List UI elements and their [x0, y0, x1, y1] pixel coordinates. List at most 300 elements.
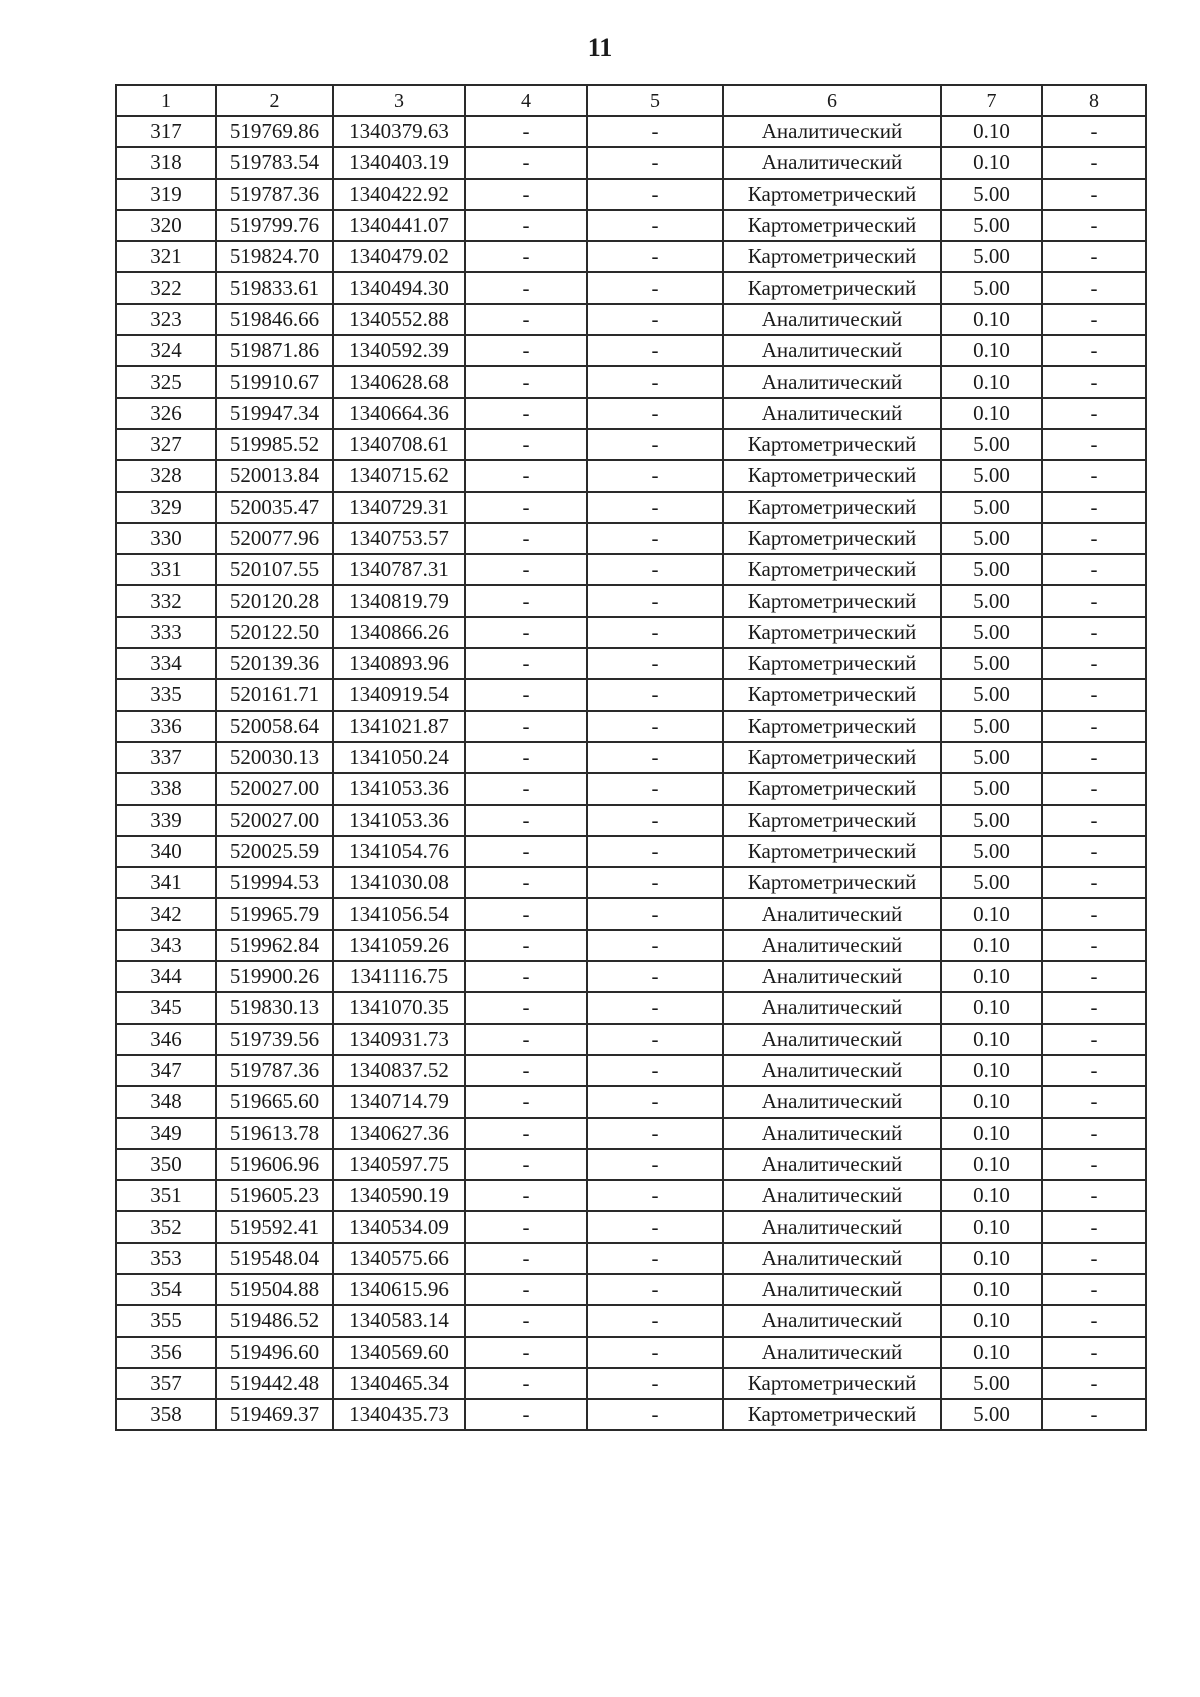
column-5-value-cell: -	[587, 836, 723, 867]
column-5-value-cell: -	[587, 805, 723, 836]
table-row	[116, 711, 1146, 742]
method-cell: Картометрический	[723, 836, 941, 867]
table-row	[116, 585, 1146, 616]
y-coordinate-cell: 1340893.96	[333, 648, 465, 679]
column-4-value-cell: -	[465, 711, 587, 742]
y-coordinate-cell: 1340931.73	[333, 1024, 465, 1055]
column-header: 3	[333, 85, 465, 116]
column-5-value-cell: -	[587, 930, 723, 961]
point-number-cell: 323	[116, 304, 216, 335]
column-5-value-cell: -	[587, 867, 723, 898]
x-coordinate-cell: 519846.66	[216, 304, 333, 335]
table-row	[116, 1118, 1146, 1149]
method-cell: Картометрический	[723, 617, 941, 648]
accuracy-cell: 5.00	[941, 773, 1042, 804]
method-cell: Аналитический	[723, 1337, 941, 1368]
point-number-cell: 334	[116, 648, 216, 679]
column-5-value-cell: -	[587, 898, 723, 929]
column-4-value-cell: -	[465, 898, 587, 929]
table-row	[116, 961, 1146, 992]
method-cell: Аналитический	[723, 1118, 941, 1149]
column-4-value-cell: -	[465, 617, 587, 648]
accuracy-cell: 5.00	[941, 241, 1042, 272]
page-number: 11	[587, 33, 613, 62]
column-4-value-cell: -	[465, 1055, 587, 1086]
table-row	[116, 304, 1146, 335]
column-header: 2	[216, 85, 333, 116]
column-4-value-cell: -	[465, 429, 587, 460]
table-row	[116, 554, 1146, 585]
column-8-value-cell: -	[1042, 992, 1146, 1023]
method-cell: Картометрический	[723, 429, 941, 460]
x-coordinate-cell: 519830.13	[216, 992, 333, 1023]
y-coordinate-cell: 1340494.30	[333, 272, 465, 303]
table-row	[116, 742, 1146, 773]
method-cell: Картометрический	[723, 523, 941, 554]
x-coordinate-cell: 519871.86	[216, 335, 333, 366]
column-4-value-cell: -	[465, 460, 587, 491]
column-4-value-cell: -	[465, 805, 587, 836]
point-number-cell: 317	[116, 116, 216, 147]
column-8-value-cell: -	[1042, 554, 1146, 585]
column-8-value-cell: -	[1042, 711, 1146, 742]
accuracy-cell: 0.10	[941, 304, 1042, 335]
y-coordinate-cell: 1340479.02	[333, 241, 465, 272]
column-4-value-cell: -	[465, 1274, 587, 1305]
column-4-value-cell: -	[465, 1024, 587, 1055]
column-5-value-cell: -	[587, 648, 723, 679]
accuracy-cell: 0.10	[941, 1243, 1042, 1274]
column-4-value-cell: -	[465, 1337, 587, 1368]
accuracy-cell: 0.10	[941, 930, 1042, 961]
table-row	[116, 241, 1146, 272]
column-8-value-cell: -	[1042, 523, 1146, 554]
x-coordinate-cell: 519787.36	[216, 179, 333, 210]
column-8-value-cell: -	[1042, 648, 1146, 679]
x-coordinate-cell: 519769.86	[216, 116, 333, 147]
y-coordinate-cell: 1341021.87	[333, 711, 465, 742]
table-header-row	[116, 85, 1146, 116]
y-coordinate-cell: 1340534.09	[333, 1211, 465, 1242]
point-number-cell: 319	[116, 179, 216, 210]
column-5-value-cell: -	[587, 1211, 723, 1242]
column-4-value-cell: -	[465, 398, 587, 429]
point-number-cell: 357	[116, 1368, 216, 1399]
column-4-value-cell: -	[465, 335, 587, 366]
column-8-value-cell: -	[1042, 398, 1146, 429]
accuracy-cell: 0.10	[941, 116, 1042, 147]
table-row	[116, 805, 1146, 836]
accuracy-cell: 5.00	[941, 523, 1042, 554]
table-row	[116, 429, 1146, 460]
table-row	[116, 617, 1146, 648]
point-number-cell: 329	[116, 492, 216, 523]
y-coordinate-cell: 1340379.63	[333, 116, 465, 147]
point-number-cell: 338	[116, 773, 216, 804]
accuracy-cell: 0.10	[941, 1305, 1042, 1336]
y-coordinate-cell: 1340628.68	[333, 366, 465, 397]
method-cell: Картометрический	[723, 492, 941, 523]
x-coordinate-cell: 519783.54	[216, 147, 333, 178]
method-cell: Аналитический	[723, 930, 941, 961]
accuracy-cell: 5.00	[941, 210, 1042, 241]
column-5-value-cell: -	[587, 1024, 723, 1055]
column-8-value-cell: -	[1042, 272, 1146, 303]
column-5-value-cell: -	[587, 1180, 723, 1211]
method-cell: Картометрический	[723, 1399, 941, 1430]
table-row	[116, 679, 1146, 710]
column-4-value-cell: -	[465, 492, 587, 523]
point-number-cell: 355	[116, 1305, 216, 1336]
point-number-cell: 337	[116, 742, 216, 773]
x-coordinate-cell: 519799.76	[216, 210, 333, 241]
column-4-value-cell: -	[465, 1086, 587, 1117]
column-4-value-cell: -	[465, 523, 587, 554]
column-4-value-cell: -	[465, 1211, 587, 1242]
accuracy-cell: 5.00	[941, 585, 1042, 616]
column-5-value-cell: -	[587, 961, 723, 992]
column-5-value-cell: -	[587, 742, 723, 773]
column-4-value-cell: -	[465, 836, 587, 867]
y-coordinate-cell: 1341070.35	[333, 992, 465, 1023]
column-4-value-cell: -	[465, 679, 587, 710]
y-coordinate-cell: 1340569.60	[333, 1337, 465, 1368]
method-cell: Аналитический	[723, 1274, 941, 1305]
column-8-value-cell: -	[1042, 304, 1146, 335]
method-cell: Аналитический	[723, 147, 941, 178]
table-row	[116, 1399, 1146, 1430]
column-8-value-cell: -	[1042, 1118, 1146, 1149]
method-cell: Аналитический	[723, 1211, 941, 1242]
column-4-value-cell: -	[465, 867, 587, 898]
point-number-cell: 318	[116, 147, 216, 178]
table-row	[116, 1149, 1146, 1180]
column-5-value-cell: -	[587, 1368, 723, 1399]
method-cell: Картометрический	[723, 179, 941, 210]
column-5-value-cell: -	[587, 617, 723, 648]
point-number-cell: 339	[116, 805, 216, 836]
method-cell: Картометрический	[723, 1368, 941, 1399]
x-coordinate-cell: 519965.79	[216, 898, 333, 929]
column-4-value-cell: -	[465, 1399, 587, 1430]
point-number-cell: 327	[116, 429, 216, 460]
accuracy-cell: 5.00	[941, 1399, 1042, 1430]
point-number-cell: 328	[116, 460, 216, 491]
column-header: 6	[723, 85, 941, 116]
x-coordinate-cell: 519486.52	[216, 1305, 333, 1336]
method-cell: Аналитический	[723, 1024, 941, 1055]
column-8-value-cell: -	[1042, 930, 1146, 961]
y-coordinate-cell: 1340441.07	[333, 210, 465, 241]
accuracy-cell: 5.00	[941, 742, 1042, 773]
x-coordinate-cell: 519442.48	[216, 1368, 333, 1399]
column-8-value-cell: -	[1042, 1368, 1146, 1399]
x-coordinate-cell: 519962.84	[216, 930, 333, 961]
method-cell: Картометрический	[723, 867, 941, 898]
x-coordinate-cell: 520027.00	[216, 773, 333, 804]
point-number-cell: 343	[116, 930, 216, 961]
column-5-value-cell: -	[587, 492, 723, 523]
column-4-value-cell: -	[465, 992, 587, 1023]
x-coordinate-cell: 520035.47	[216, 492, 333, 523]
column-4-value-cell: -	[465, 1305, 587, 1336]
method-cell: Картометрический	[723, 648, 941, 679]
x-coordinate-cell: 519469.37	[216, 1399, 333, 1430]
column-header: 8	[1042, 85, 1146, 116]
table-row	[116, 1180, 1146, 1211]
column-5-value-cell: -	[587, 272, 723, 303]
method-cell: Картометрический	[723, 241, 941, 272]
column-5-value-cell: -	[587, 1149, 723, 1180]
column-4-value-cell: -	[465, 241, 587, 272]
column-4-value-cell: -	[465, 147, 587, 178]
column-8-value-cell: -	[1042, 1211, 1146, 1242]
x-coordinate-cell: 520077.96	[216, 523, 333, 554]
column-5-value-cell: -	[587, 460, 723, 491]
table-row	[116, 179, 1146, 210]
y-coordinate-cell: 1341056.54	[333, 898, 465, 929]
y-coordinate-cell: 1340597.75	[333, 1149, 465, 1180]
method-cell: Аналитический	[723, 116, 941, 147]
x-coordinate-cell: 519496.60	[216, 1337, 333, 1368]
column-8-value-cell: -	[1042, 1180, 1146, 1211]
y-coordinate-cell: 1341030.08	[333, 867, 465, 898]
x-coordinate-cell: 519787.36	[216, 1055, 333, 1086]
point-number-cell: 342	[116, 898, 216, 929]
column-8-value-cell: -	[1042, 1024, 1146, 1055]
column-8-value-cell: -	[1042, 1305, 1146, 1336]
column-5-value-cell: -	[587, 116, 723, 147]
method-cell: Аналитический	[723, 1149, 941, 1180]
accuracy-cell: 5.00	[941, 1368, 1042, 1399]
accuracy-cell: 0.10	[941, 147, 1042, 178]
table-row	[116, 1211, 1146, 1242]
column-5-value-cell: -	[587, 554, 723, 585]
column-5-value-cell: -	[587, 1274, 723, 1305]
x-coordinate-cell: 519548.04	[216, 1243, 333, 1274]
column-8-value-cell: -	[1042, 898, 1146, 929]
y-coordinate-cell: 1341053.36	[333, 805, 465, 836]
column-header: 5	[587, 85, 723, 116]
point-number-cell: 335	[116, 679, 216, 710]
column-5-value-cell: -	[587, 679, 723, 710]
point-number-cell: 348	[116, 1086, 216, 1117]
accuracy-cell: 5.00	[941, 836, 1042, 867]
accuracy-cell: 5.00	[941, 648, 1042, 679]
table-row	[116, 398, 1146, 429]
x-coordinate-cell: 519824.70	[216, 241, 333, 272]
y-coordinate-cell: 1340575.66	[333, 1243, 465, 1274]
accuracy-cell: 5.00	[941, 617, 1042, 648]
accuracy-cell: 0.10	[941, 335, 1042, 366]
method-cell: Картометрический	[723, 272, 941, 303]
y-coordinate-cell: 1341050.24	[333, 742, 465, 773]
table-row	[116, 272, 1146, 303]
x-coordinate-cell: 519739.56	[216, 1024, 333, 1055]
column-5-value-cell: -	[587, 366, 723, 397]
column-5-value-cell: -	[587, 210, 723, 241]
column-8-value-cell: -	[1042, 147, 1146, 178]
y-coordinate-cell: 1340919.54	[333, 679, 465, 710]
column-4-value-cell: -	[465, 773, 587, 804]
method-cell: Аналитический	[723, 398, 941, 429]
method-cell: Аналитический	[723, 992, 941, 1023]
table-row	[116, 1368, 1146, 1399]
point-number-cell: 358	[116, 1399, 216, 1430]
table-row	[116, 366, 1146, 397]
accuracy-cell: 5.00	[941, 867, 1042, 898]
column-4-value-cell: -	[465, 1243, 587, 1274]
column-4-value-cell: -	[465, 1118, 587, 1149]
table-row	[116, 992, 1146, 1023]
column-4-value-cell: -	[465, 116, 587, 147]
method-cell: Аналитический	[723, 304, 941, 335]
column-8-value-cell: -	[1042, 1337, 1146, 1368]
method-cell: Аналитический	[723, 1086, 941, 1117]
point-number-cell: 324	[116, 335, 216, 366]
column-5-value-cell: -	[587, 1399, 723, 1430]
column-8-value-cell: -	[1042, 742, 1146, 773]
accuracy-cell: 0.10	[941, 898, 1042, 929]
column-8-value-cell: -	[1042, 805, 1146, 836]
y-coordinate-cell: 1340403.19	[333, 147, 465, 178]
column-8-value-cell: -	[1042, 836, 1146, 867]
x-coordinate-cell: 520027.00	[216, 805, 333, 836]
column-8-value-cell: -	[1042, 1274, 1146, 1305]
accuracy-cell: 5.00	[941, 179, 1042, 210]
column-8-value-cell: -	[1042, 429, 1146, 460]
table-row	[116, 1337, 1146, 1368]
column-5-value-cell: -	[587, 711, 723, 742]
x-coordinate-cell: 519504.88	[216, 1274, 333, 1305]
y-coordinate-cell: 1341053.36	[333, 773, 465, 804]
point-number-cell: 344	[116, 961, 216, 992]
y-coordinate-cell: 1340615.96	[333, 1274, 465, 1305]
y-coordinate-cell: 1341059.26	[333, 930, 465, 961]
accuracy-cell: 0.10	[941, 398, 1042, 429]
accuracy-cell: 5.00	[941, 492, 1042, 523]
x-coordinate-cell: 519910.67	[216, 366, 333, 397]
column-5-value-cell: -	[587, 335, 723, 366]
point-number-cell: 350	[116, 1149, 216, 1180]
accuracy-cell: 0.10	[941, 961, 1042, 992]
table-row	[116, 1024, 1146, 1055]
point-number-cell: 321	[116, 241, 216, 272]
method-cell: Картометрический	[723, 210, 941, 241]
method-cell: Картометрический	[723, 711, 941, 742]
column-4-value-cell: -	[465, 179, 587, 210]
x-coordinate-cell: 519994.53	[216, 867, 333, 898]
column-5-value-cell: -	[587, 429, 723, 460]
table-row	[116, 1055, 1146, 1086]
y-coordinate-cell: 1340708.61	[333, 429, 465, 460]
column-8-value-cell: -	[1042, 961, 1146, 992]
column-5-value-cell: -	[587, 147, 723, 178]
column-4-value-cell: -	[465, 585, 587, 616]
accuracy-cell: 0.10	[941, 1118, 1042, 1149]
column-5-value-cell: -	[587, 1337, 723, 1368]
column-8-value-cell: -	[1042, 1243, 1146, 1274]
column-8-value-cell: -	[1042, 492, 1146, 523]
point-number-cell: 332	[116, 585, 216, 616]
column-4-value-cell: -	[465, 930, 587, 961]
method-cell: Аналитический	[723, 1305, 941, 1336]
y-coordinate-cell: 1340837.52	[333, 1055, 465, 1086]
accuracy-cell: 5.00	[941, 460, 1042, 491]
column-4-value-cell: -	[465, 1180, 587, 1211]
method-cell: Аналитический	[723, 335, 941, 366]
coordinates-table	[115, 84, 1147, 1431]
point-number-cell: 331	[116, 554, 216, 585]
column-8-value-cell: -	[1042, 585, 1146, 616]
point-number-cell: 340	[116, 836, 216, 867]
x-coordinate-cell: 519665.60	[216, 1086, 333, 1117]
x-coordinate-cell: 519605.23	[216, 1180, 333, 1211]
method-cell: Аналитический	[723, 1243, 941, 1274]
y-coordinate-cell: 1340729.31	[333, 492, 465, 523]
x-coordinate-cell: 520139.36	[216, 648, 333, 679]
accuracy-cell: 5.00	[941, 272, 1042, 303]
x-coordinate-cell: 520107.55	[216, 554, 333, 585]
method-cell: Картометрический	[723, 773, 941, 804]
accuracy-cell: 5.00	[941, 711, 1042, 742]
y-coordinate-cell: 1340465.34	[333, 1368, 465, 1399]
column-8-value-cell: -	[1042, 679, 1146, 710]
point-number-cell: 336	[116, 711, 216, 742]
point-number-cell: 349	[116, 1118, 216, 1149]
column-8-value-cell: -	[1042, 116, 1146, 147]
x-coordinate-cell: 519606.96	[216, 1149, 333, 1180]
column-5-value-cell: -	[587, 1086, 723, 1117]
y-coordinate-cell: 1340866.26	[333, 617, 465, 648]
table-row	[116, 836, 1146, 867]
x-coordinate-cell: 519592.41	[216, 1211, 333, 1242]
accuracy-cell: 0.10	[941, 1024, 1042, 1055]
column-4-value-cell: -	[465, 1149, 587, 1180]
table-row	[116, 898, 1146, 929]
x-coordinate-cell: 519985.52	[216, 429, 333, 460]
point-number-cell: 354	[116, 1274, 216, 1305]
y-coordinate-cell: 1340627.36	[333, 1118, 465, 1149]
x-coordinate-cell: 519613.78	[216, 1118, 333, 1149]
method-cell: Картометрический	[723, 585, 941, 616]
table-row	[116, 210, 1146, 241]
point-number-cell: 351	[116, 1180, 216, 1211]
point-number-cell: 346	[116, 1024, 216, 1055]
accuracy-cell: 5.00	[941, 429, 1042, 460]
point-number-cell: 347	[116, 1055, 216, 1086]
column-4-value-cell: -	[465, 210, 587, 241]
column-4-value-cell: -	[465, 648, 587, 679]
y-coordinate-cell: 1340435.73	[333, 1399, 465, 1430]
point-number-cell: 341	[116, 867, 216, 898]
table-row	[116, 335, 1146, 366]
column-4-value-cell: -	[465, 272, 587, 303]
method-cell: Картометрический	[723, 554, 941, 585]
point-number-cell: 333	[116, 617, 216, 648]
accuracy-cell: 0.10	[941, 992, 1042, 1023]
y-coordinate-cell: 1340592.39	[333, 335, 465, 366]
method-cell: Аналитический	[723, 1055, 941, 1086]
x-coordinate-cell: 520161.71	[216, 679, 333, 710]
column-8-value-cell: -	[1042, 773, 1146, 804]
column-4-value-cell: -	[465, 366, 587, 397]
accuracy-cell: 5.00	[941, 554, 1042, 585]
column-8-value-cell: -	[1042, 1149, 1146, 1180]
point-number-cell: 322	[116, 272, 216, 303]
table-body	[116, 116, 1146, 1430]
point-number-cell: 330	[116, 523, 216, 554]
